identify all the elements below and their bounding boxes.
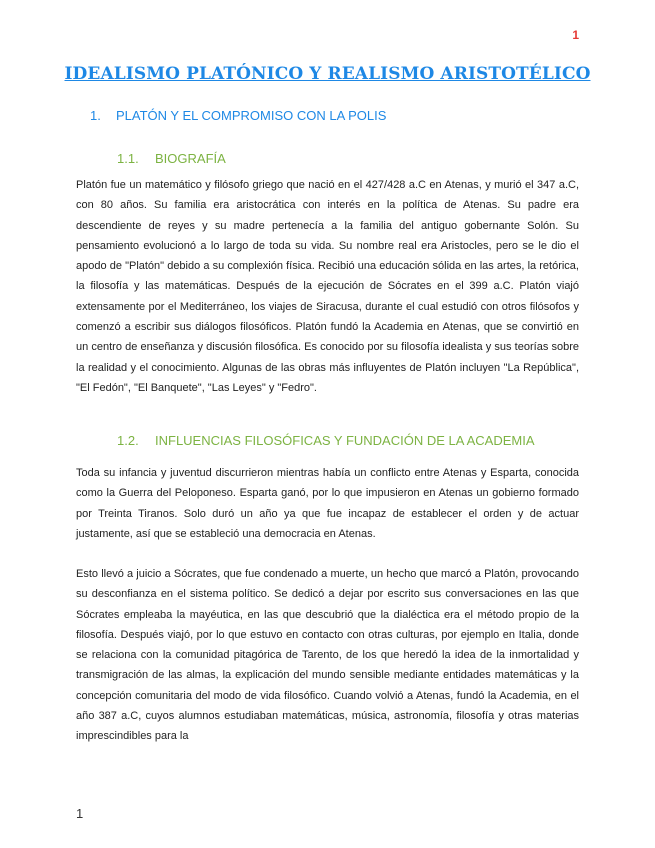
biography-paragraph: Platón fue un matemático y filósofo griego que nació en el 427/428 a.C en Atenas, y murió el 347 a.C, con 80 años. Su familia era aristocrática con interés en la política de Atenas. Su padre era descendiente de reyes y su madre pertenecía a la familia del antiguo gobernante Solón. Su pensamiento evolucionó a lo largo de toda su vida. Su nombre real era Aristocles, pero se le dio el apodo de "Platón" debido a su complexión física. Recibió una educación sólida en las artes, la retórica, la filosofía y las matemáticas. Después de la ejecución de Sócrates en el 399 a.C. Platón viajó extensamente por el Mediterráneo, los viajes de Siracusa, durante el cual estudió con otros filósofos y comenzó a escribir sus diálogos filosóficos. Platón fundó la Academia en Atenas, que se convirtió en un centro de enseñanza y discusión filosófica. Es conocido por su filosofía idealista y sus teorías sobre la realidad y el conocimiento. Algunas de las obras más influyentes de Platón incluyen "La República", "El Fedón", "El Banquete", "Las Leyes" y "Fedro". <box>76 179 579 394</box>
page-number-bottom: 1 <box>76 806 84 821</box>
subsection-heading-1-1 <box>117 151 226 166</box>
influences-paragraph-1: Toda su infancia y juventud discurrieron mientras había un conflicto entre Atenas y Esparta, conocida como la Guerra del Peloponeso. Esparta ganó, por lo que impusieron en Atenas un gobierno formado por Treinta Tiranos. Solo duró un año ya que fue incapaz de establecer el orden y de actuar justamente, así que se estableció una democracia en Atenas. <box>76 467 579 540</box>
subsection-number: 1.2. <box>117 433 139 448</box>
subsection-title: INFLUENCIAS FILOSÓFICAS Y FUNDACIÓN DE LA ACADEMIA <box>155 433 535 448</box>
section-title: PLATÓN Y EL COMPROMISO CON LA POLIS <box>116 108 387 123</box>
section-heading-1 <box>90 108 386 123</box>
section-number: 1. <box>90 108 101 123</box>
influences-paragraph-2: Esto llevó a juicio a Sócrates, que fue condenado a muerte, un hecho que marcó a Platón, provocando su desconfianza en el sistema político. Se dedicó a dejar por escrito sus conversaciones en las que Sócrates empleaba la mayéutica, en las que descubrió que la dialéctica era el método propio de la filosofía. Después viajó, por lo que estuvo en contacto con otras culturas, por ejemplo en Italia, donde se relaciona con la comunidad pitagórica de Tarento, de los que heredó la idea de la inmortalidad y transmigración de las almas, la explicación del mundo sensible mediante entidades matemáticas y la concepción comunitaria del modo de vida filosófico. Cuando volvió a Atenas, fundó la Academia, en el año 387 a.C, cuyos alumnos estudiaban matemáticas, música, astronomía, filosofía y otras materias imprescindibles para la <box>76 568 579 743</box>
subsection-title: BIOGRAFÍA <box>155 151 226 166</box>
page-number-top: 1 <box>572 28 579 42</box>
subsection-number: 1.1. <box>117 151 139 166</box>
subsection-heading-1-2 <box>117 433 535 448</box>
document-title: IDEALISMO PLATÓNICO Y REALISMO ARISTOTÉLICO <box>64 64 591 84</box>
